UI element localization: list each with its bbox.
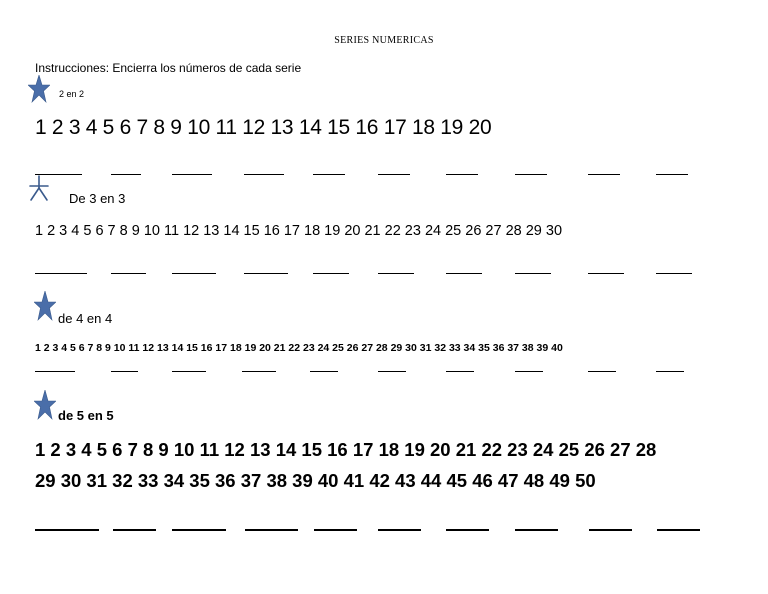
answer-blank[interactable] — [35, 529, 99, 531]
answer-blank[interactable] — [172, 174, 212, 175]
answer-blank[interactable] — [313, 174, 345, 175]
number-series-row: 1 2 3 4 5 6 7 8 9 10 11 12 13 14 15 16 17 18 19 20 — [35, 116, 492, 139]
number-series-row: 1 2 3 4 5 6 7 8 9 10 11 12 13 14 15 16 17 18 19 20 21 22 23 24 25 26 27 28 29 30 — [35, 223, 563, 239]
answer-blank[interactable] — [35, 273, 87, 274]
answer-blank[interactable] — [111, 273, 146, 274]
answer-blank[interactable] — [588, 273, 624, 274]
answer-blank[interactable] — [656, 174, 688, 175]
answer-blank[interactable] — [378, 273, 414, 274]
answer-blank[interactable] — [111, 371, 138, 372]
answer-blank[interactable] — [446, 371, 474, 372]
answer-blank[interactable] — [378, 371, 406, 372]
section-label-2: 2 en 2 — [59, 89, 85, 99]
answer-blank[interactable] — [656, 273, 692, 274]
answer-blank[interactable] — [515, 529, 558, 531]
answer-blank[interactable] — [244, 273, 288, 274]
answer-blank[interactable] — [245, 529, 298, 531]
answer-blank[interactable] — [172, 371, 206, 372]
answer-blank[interactable] — [657, 529, 700, 531]
answer-blank[interactable] — [113, 529, 156, 531]
answer-blank[interactable] — [515, 371, 543, 372]
answer-blank[interactable] — [446, 529, 489, 531]
page-title: SERIES NUMERICAS — [334, 35, 434, 46]
answer-blank[interactable] — [244, 174, 284, 175]
answer-blank[interactable] — [172, 273, 216, 274]
answer-blank[interactable] — [656, 371, 684, 372]
section-label-4: de 4 en 4 — [58, 311, 113, 326]
answer-blank[interactable] — [588, 371, 616, 372]
section-label-3: De 3 en 3 — [69, 191, 126, 206]
answer-blank[interactable] — [313, 273, 349, 274]
number-series-row: 29 30 31 32 33 34 35 36 37 38 39 40 41 42 43 44 45 46 47 48 49 50 — [35, 470, 596, 491]
answer-blank[interactable] — [588, 174, 620, 175]
answer-blank[interactable] — [35, 174, 82, 175]
answer-blank[interactable] — [111, 174, 141, 175]
answer-blank[interactable] — [310, 371, 338, 372]
answer-blank[interactable] — [172, 529, 226, 531]
answer-blank[interactable] — [242, 371, 276, 372]
instructions: Instrucciones: Encierra los números de cada serie — [35, 61, 302, 75]
answer-blank[interactable] — [314, 529, 357, 531]
answer-blank[interactable] — [589, 529, 632, 531]
answer-blank[interactable] — [446, 273, 482, 274]
answer-blank[interactable] — [378, 174, 410, 175]
number-series-row: 1 2 3 4 5 6 7 8 9 10 11 12 13 14 15 16 17 18 19 20 21 22 23 24 25 26 27 28 — [35, 439, 657, 460]
answer-blank[interactable] — [378, 529, 421, 531]
number-series-row: 1 2 3 4 5 6 7 8 9 10 11 12 13 14 15 16 17 18 19 20 21 22 23 24 25 26 27 28 29 30 31 32 33 34 35 36 37 38 39 40 — [35, 342, 563, 354]
answer-blank[interactable] — [35, 371, 75, 372]
answer-blank[interactable] — [515, 273, 551, 274]
answer-blank[interactable] — [446, 174, 478, 175]
section-label-5: de 5 en 5 — [58, 408, 114, 423]
answer-blank[interactable] — [515, 174, 547, 175]
